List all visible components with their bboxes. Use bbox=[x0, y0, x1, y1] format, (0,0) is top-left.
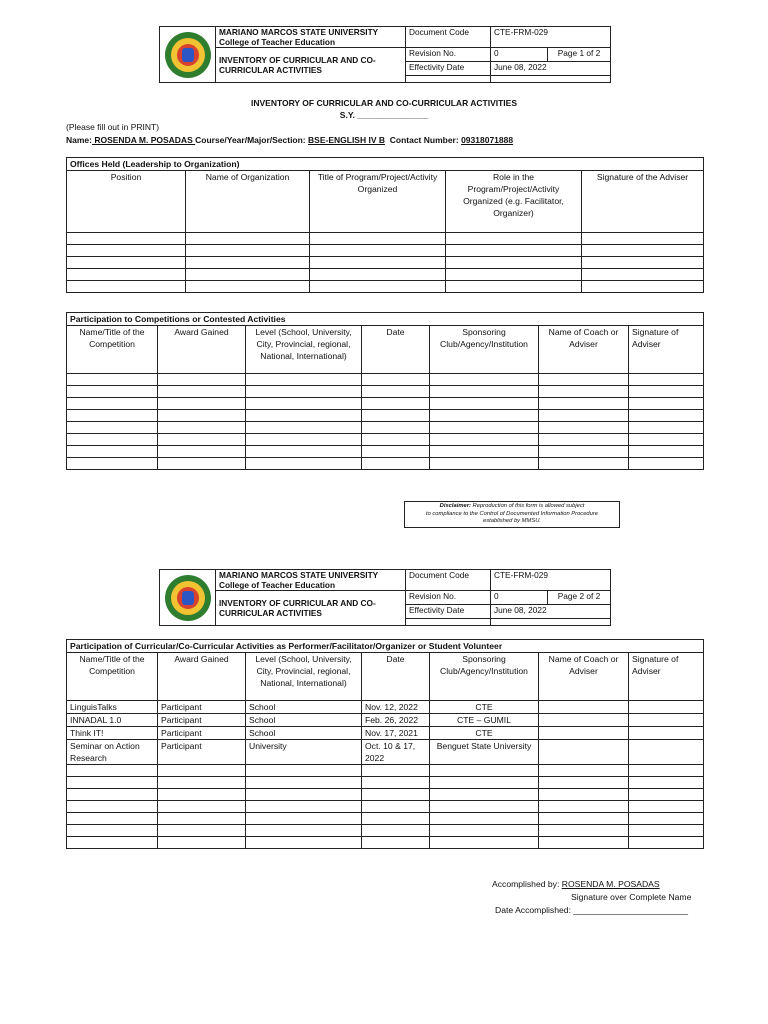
col-position: Position bbox=[67, 171, 186, 233]
table-row bbox=[67, 825, 704, 837]
table-row bbox=[67, 740, 704, 765]
doc-code-value: CTE-FRM-029 bbox=[491, 27, 611, 48]
revision-label: Revision No. bbox=[406, 591, 491, 605]
table-row bbox=[67, 789, 704, 801]
cell-signature bbox=[629, 701, 704, 714]
name-value: ROSENDA M. POSADAS bbox=[91, 135, 196, 145]
university-seal-logo bbox=[165, 32, 211, 78]
col-organization: Name of Organization bbox=[186, 171, 310, 233]
table-row bbox=[67, 257, 704, 269]
col-signature: Signature of Adviser bbox=[629, 326, 704, 374]
cell-sponsor: CTE – GUMIL bbox=[430, 714, 539, 727]
table-row bbox=[67, 398, 704, 410]
form-title-cell: INVENTORY OF CURRICULAR AND CO-CURRICULAR ACTIVITIES bbox=[216, 48, 406, 83]
cell-coach bbox=[539, 727, 629, 740]
cell-name: LinguisTalks bbox=[67, 701, 158, 714]
revision-value: 0 bbox=[491, 48, 548, 62]
table-row bbox=[67, 701, 704, 714]
page-number: Page 2 of 2 bbox=[548, 591, 611, 605]
table-row bbox=[67, 727, 704, 740]
form-header-page1 bbox=[159, 26, 611, 83]
spacer-cell bbox=[491, 76, 611, 83]
student-info-line bbox=[66, 135, 513, 145]
disclaimer-text: established by MMSU. bbox=[483, 518, 541, 525]
revision-value: 0 bbox=[491, 591, 548, 605]
effectivity-value: June 08, 2022 bbox=[491, 62, 611, 76]
col-level: Level (School, University, City, Provincial, regional, National, International) bbox=[246, 653, 362, 701]
cell-name: Think IT! bbox=[67, 727, 158, 740]
university-name: MARIANO MARCOS STATE UNIVERSITY College of Teacher Education bbox=[216, 570, 406, 591]
table-row bbox=[67, 813, 704, 825]
table-row bbox=[67, 374, 704, 386]
cell-name: INNADAL 1.0 bbox=[67, 714, 158, 727]
accomplished-name: ROSENDA M. POSADAS bbox=[561, 879, 660, 889]
col-sponsor: Sponsoring Club/Agency/Institution bbox=[430, 653, 539, 701]
doc-code-label: Document Code bbox=[406, 570, 491, 591]
form-header-page2 bbox=[159, 569, 611, 626]
table-row bbox=[67, 233, 704, 245]
participation-table bbox=[66, 639, 704, 849]
competitions-table bbox=[66, 312, 704, 470]
spacer-cell bbox=[406, 76, 491, 83]
table-row bbox=[67, 801, 704, 813]
col-signature: Signature of the Adviser bbox=[582, 171, 704, 233]
effectivity-label: Effectivity Date bbox=[406, 62, 491, 76]
table-row bbox=[67, 386, 704, 398]
col-competition: Name/Title of the Competition bbox=[67, 326, 158, 374]
effectivity-value: June 08, 2022 bbox=[491, 605, 611, 619]
cell-coach bbox=[539, 701, 629, 714]
effectivity-label: Effectivity Date bbox=[406, 605, 491, 619]
col-role: Role in the Program/Project/Activity Organized (e.g. Facilitator, Organizer) bbox=[446, 171, 582, 233]
university-name: MARIANO MARCOS STATE UNIVERSITY College of Teacher Education bbox=[216, 27, 406, 48]
accomplished-label: Accomplished by: bbox=[492, 879, 560, 889]
contact-label: Contact Number: bbox=[389, 135, 459, 145]
cell-award: Participant bbox=[158, 740, 246, 765]
cell-award: Participant bbox=[158, 701, 246, 714]
table-row bbox=[67, 458, 704, 470]
cell-level: School bbox=[246, 727, 362, 740]
offices-held-table bbox=[66, 157, 704, 293]
cell-signature bbox=[629, 714, 704, 727]
date-accomplished-line: Date Accomplished: ________________________ bbox=[495, 905, 689, 915]
cell-sponsor: CTE bbox=[430, 701, 539, 714]
col-award: Award Gained bbox=[158, 653, 246, 701]
cell-date: Nov. 17, 2021 bbox=[362, 727, 430, 740]
name-label: Name: bbox=[66, 135, 92, 145]
cell-sponsor: CTE bbox=[430, 727, 539, 740]
table-row bbox=[67, 281, 704, 293]
col-sponsor: Sponsoring Club/Agency/Institution bbox=[430, 326, 539, 374]
signature-caption: Signature over Complete Name bbox=[571, 892, 692, 902]
spacer-cell bbox=[491, 619, 611, 626]
table-row bbox=[67, 269, 704, 281]
col-date: Date bbox=[362, 653, 430, 701]
cell-signature bbox=[629, 740, 704, 765]
cell-signature bbox=[629, 727, 704, 740]
doc-code-label: Document Code bbox=[406, 27, 491, 48]
page-number: Page 1 of 2 bbox=[548, 48, 611, 62]
logo-cell bbox=[160, 570, 216, 626]
disclaimer-text: to compliance to the Control of Documented Information Procedure bbox=[425, 510, 599, 517]
cell-level: School bbox=[246, 701, 362, 714]
university-seal-logo bbox=[165, 575, 211, 621]
competitions-section-title: Participation to Competitions or Contested Activities bbox=[67, 313, 704, 326]
cell-award: Participant bbox=[158, 727, 246, 740]
table-row bbox=[67, 410, 704, 422]
disclaimer-box bbox=[404, 501, 620, 528]
course-value: BSE-ENGLISH IV B bbox=[308, 135, 386, 145]
cell-award: Participant bbox=[158, 714, 246, 727]
cell-level: School bbox=[246, 714, 362, 727]
table-row bbox=[67, 245, 704, 257]
cell-sponsor: Benguet State University bbox=[430, 740, 539, 765]
spacer-cell bbox=[406, 619, 491, 626]
cell-coach bbox=[539, 740, 629, 765]
col-level: Level (School, University, City, Provincial, regional, National, International) bbox=[246, 326, 362, 374]
cell-date: Oct. 10 & 17, 2022 bbox=[362, 740, 430, 765]
contact-value: 09318071888 bbox=[461, 135, 514, 145]
revision-label: Revision No. bbox=[406, 48, 491, 62]
cell-coach bbox=[539, 714, 629, 727]
form-title-cell: INVENTORY OF CURRICULAR AND CO-CURRICULAR ACTIVITIES bbox=[216, 591, 406, 626]
school-year: S.Y. _______________ bbox=[339, 110, 429, 120]
cell-name: Seminar on Action Research bbox=[67, 740, 158, 765]
col-award: Award Gained bbox=[158, 326, 246, 374]
doc-code-value: CTE-FRM-029 bbox=[491, 570, 611, 591]
cell-date: Feb. 26, 2022 bbox=[362, 714, 430, 727]
disclaimer-label: Disclaimer: bbox=[439, 503, 471, 509]
participation-section-title: Participation of Curricular/Co-Curricular Activities as Performer/Facilitator/Organizer or Student Volunteer bbox=[67, 640, 704, 653]
accomplished-by-line bbox=[492, 879, 660, 889]
table-row bbox=[67, 714, 704, 727]
document-title: INVENTORY OF CURRICULAR AND CO-CURRICULAR ACTIVITIES bbox=[250, 98, 518, 108]
offices-section-title: Offices Held (Leadership to Organization) bbox=[67, 158, 704, 171]
table-row bbox=[67, 446, 704, 458]
table-row bbox=[67, 434, 704, 446]
course-label: Course/Year/Major/Section: bbox=[195, 135, 306, 145]
table-row bbox=[67, 777, 704, 789]
table-row bbox=[67, 422, 704, 434]
cell-date: Nov. 12, 2022 bbox=[362, 701, 430, 714]
logo-cell bbox=[160, 27, 216, 83]
disclaimer-text: Reproduction of this form is allowed subject bbox=[470, 503, 585, 509]
col-coach: Name of Coach or Adviser bbox=[539, 326, 629, 374]
instruction-text: (Please fill out in PRINT) bbox=[66, 122, 160, 132]
table-row bbox=[67, 837, 704, 849]
col-title: Title of Program/Project/Activity Organized bbox=[310, 171, 446, 233]
cell-level: University bbox=[246, 740, 362, 765]
col-signature: Signature of Adviser bbox=[629, 653, 704, 701]
table-row bbox=[67, 765, 704, 777]
col-competition: Name/Title of the Competition bbox=[67, 653, 158, 701]
col-date: Date bbox=[362, 326, 430, 374]
col-coach: Name of Coach or Adviser bbox=[539, 653, 629, 701]
